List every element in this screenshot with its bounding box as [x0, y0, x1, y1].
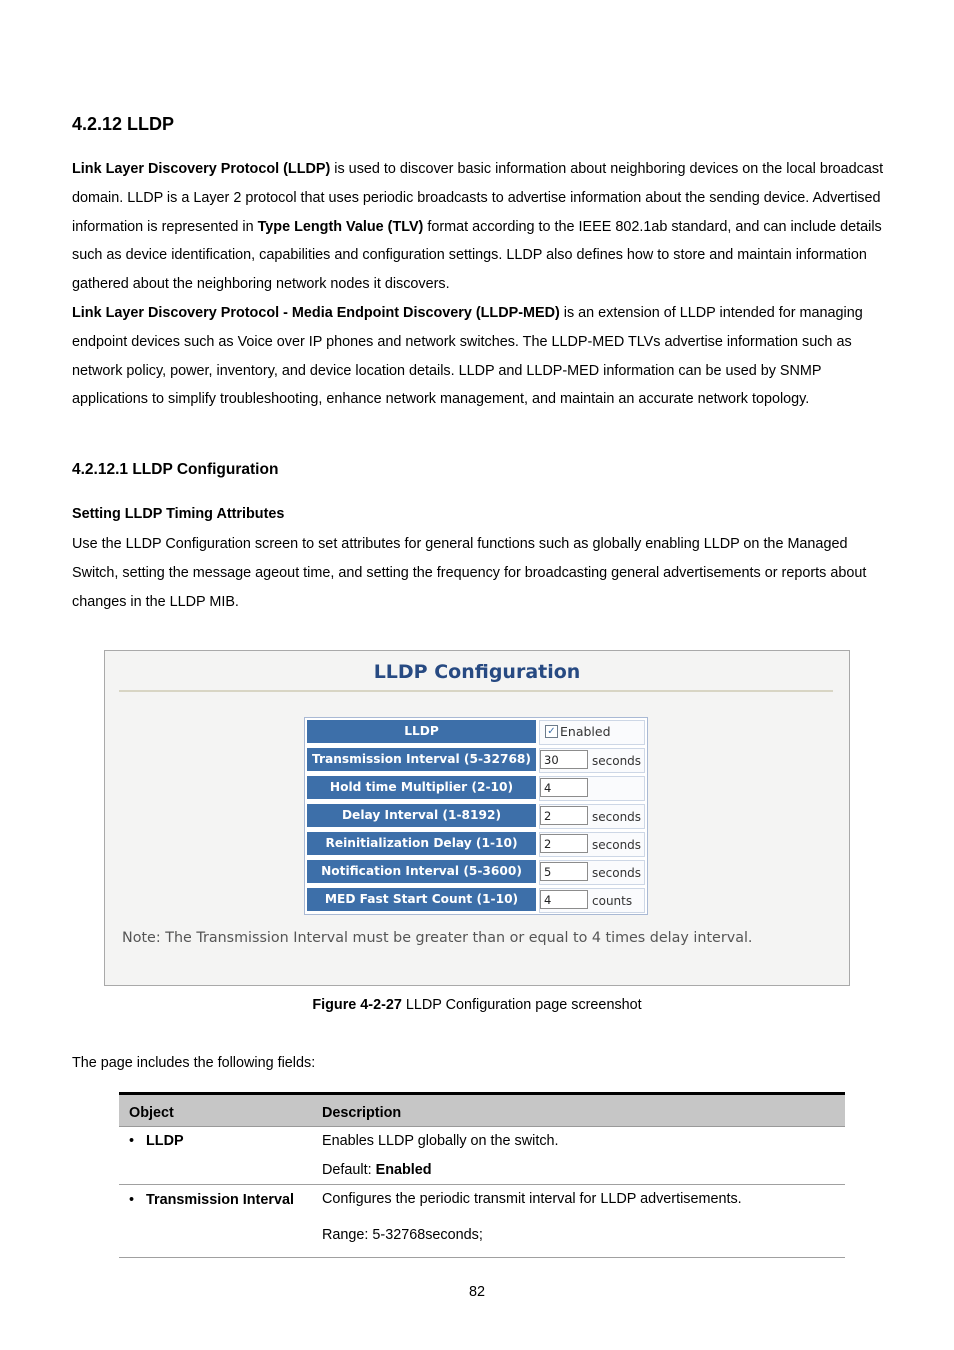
- lldp-med-term: Link Layer Discovery Protocol - Media Endpoint Discovery (LLDP-MED): [72, 305, 560, 321]
- config-label: MED Fast Start Count (1-10): [307, 888, 536, 911]
- intro-paragraph-lldp: [72, 155, 887, 299]
- config-label: Hold time Multiplier (2-10): [307, 776, 536, 799]
- field-range: Range: 5-32768seconds;: [322, 1227, 483, 1243]
- setting-heading: Setting LLDP Timing Attributes: [72, 506, 285, 522]
- transmission-interval-input[interactable]: 30: [540, 750, 588, 769]
- hold-time-multiplier-input[interactable]: 4: [540, 778, 588, 797]
- field-default: [322, 1162, 432, 1178]
- intro-paragraph-lldp-med: [72, 299, 887, 414]
- config-label: Transmission Interval (5-32768): [307, 748, 536, 771]
- figure-label: Figure 4-2-27: [312, 997, 402, 1013]
- intro-text-1: is used to discover basic information about neighboring devices on the local broadcast domain. LLDP is a Layer 2 protocol that uses periodic broadcasts to advertise information about the sending device. Advertised information is represented in: [72, 161, 884, 235]
- delay-interval-input[interactable]: 2: [540, 806, 588, 825]
- config-value-cell: [539, 804, 645, 829]
- screenshot-note: Note: The Transmission Interval must be greater than or equal to 4 times delay interval.: [122, 930, 753, 946]
- config-row: [305, 802, 647, 830]
- table-header-row: [119, 1095, 845, 1127]
- lldp-config-table: [304, 717, 648, 915]
- page-number: 82: [468, 1284, 485, 1300]
- unit-label: seconds: [592, 754, 642, 768]
- default-value: Enabled: [375, 1162, 432, 1178]
- config-value-cell: [539, 832, 645, 857]
- config-row-lldp: [305, 718, 647, 746]
- config-row: [305, 746, 647, 774]
- fields-intro: The page includes the following fields:: [72, 1055, 316, 1071]
- config-row: [305, 774, 647, 802]
- med-fast-start-count-input[interactable]: 4: [540, 890, 588, 909]
- lldp-term: Link Layer Discovery Protocol (LLDP): [72, 161, 331, 177]
- config-value-cell: [539, 720, 645, 745]
- row-divider: [119, 1257, 845, 1258]
- unit-label: seconds: [592, 810, 642, 824]
- config-value-cell: [539, 748, 645, 773]
- figure-caption: [0, 997, 954, 1013]
- section-title: 4.2.12 LLDP: [72, 114, 175, 134]
- title-divider: [119, 690, 833, 692]
- column-header-object: Object: [129, 1105, 174, 1121]
- config-value-cell: [539, 888, 645, 913]
- notification-interval-input[interactable]: 5: [540, 862, 588, 881]
- screenshot-title: LLDP Configuration: [373, 661, 581, 683]
- lldp-config-screenshot: [104, 650, 850, 986]
- reinitialization-delay-input[interactable]: 2: [540, 834, 588, 853]
- checkmark-icon: ✓: [547, 726, 556, 737]
- field-object-name: • LLDP: [129, 1133, 184, 1149]
- row-divider: [119, 1184, 845, 1185]
- config-value-cell: [539, 860, 645, 885]
- config-label: LLDP: [307, 720, 536, 743]
- config-row: [305, 830, 647, 858]
- config-label: Notification Interval (5-3600): [307, 860, 536, 883]
- config-label: Reinitialization Delay (1-10): [307, 832, 536, 855]
- column-header-description: Description: [322, 1105, 402, 1121]
- default-prefix: Default:: [322, 1162, 376, 1178]
- config-label: Delay Interval (1-8192): [307, 804, 536, 827]
- unit-label: counts: [592, 894, 633, 908]
- config-row: [305, 858, 647, 886]
- figure-caption-text: LLDP Configuration page screenshot: [401, 997, 642, 1013]
- intro-text-3: is an extension of LLDP intended for managing endpoint devices such as Voice over IP phones and network switches. The LLDP-MED TLVs advertise information such as network policy, power, inventory, and device location details. LLDP and LLDP-MED information can be used by SNMP applications to simplify troubleshooting, enhance network management, and maintain an accurate network topology.: [72, 305, 863, 408]
- unit-label: seconds: [592, 866, 642, 880]
- unit-label: seconds: [592, 838, 642, 852]
- tlv-term: Type Length Value (TLV): [257, 218, 424, 235]
- checkbox-label: Enabled: [560, 724, 611, 739]
- config-row: [305, 886, 647, 914]
- field-description: Configures the periodic transmit interval for LLDP advertisements.: [322, 1191, 742, 1207]
- subsection-title: 4.2.12.1 LLDP Configuration: [72, 461, 279, 478]
- config-value-cell: [539, 776, 645, 801]
- lldp-enabled-checkbox[interactable]: [545, 725, 558, 738]
- field-description: Enables LLDP globally on the switch.: [322, 1133, 559, 1149]
- intro-text-2: format according to the IEEE 802.1ab standard, and can include details such as device identification, capabilities and configuration settings. LLDP also defines how to store and maintain information gathered about the neighboring network nodes it discovers.: [72, 218, 882, 293]
- field-object-name: • Transmission Interval: [129, 1192, 294, 1208]
- subsection-paragraph: Use the LLDP Configuration screen to set attributes for general functions such as globally enabling LLDP on the Managed Switch, setting the message ageout time, and setting the frequency for broadcasting general advertisements or reports about changes in the LLDP MIB.: [72, 536, 867, 610]
